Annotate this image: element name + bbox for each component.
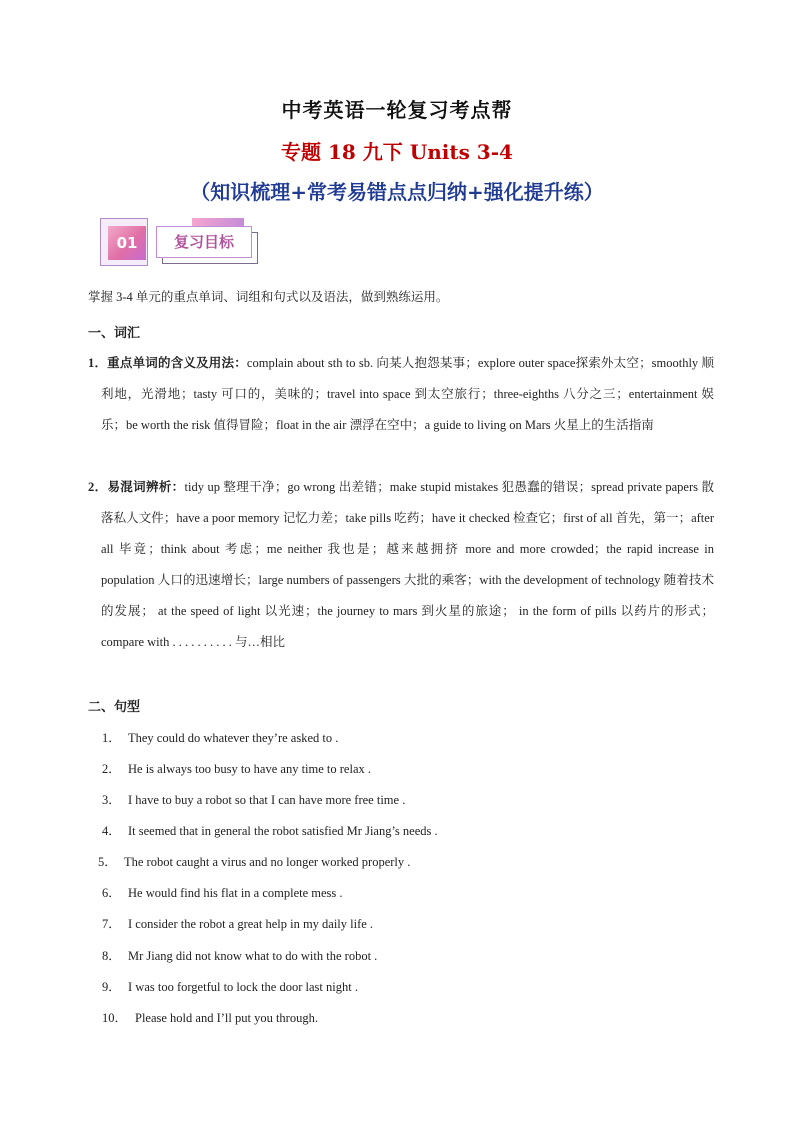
- sentence-text: I consider the robot a great help in my daily life .: [128, 917, 374, 931]
- sentence-item: [102, 728, 338, 746]
- vocab-item-number: 2．: [88, 480, 108, 494]
- document-title: 中考英语一轮复习考点帮: [281, 98, 513, 122]
- sentence-item: [102, 759, 371, 777]
- sentence-number: 2．: [102, 762, 121, 776]
- sentence-number: 3．: [102, 793, 121, 807]
- sentence-number: 9．: [102, 980, 121, 994]
- intro-paragraph: 掌握 3-4 单元的重点单词、词组和句式以及语法，做到熟练运用。: [88, 290, 449, 304]
- sentence-item: [102, 1008, 318, 1026]
- badge-accent: [192, 218, 244, 226]
- document-subtitle-paren: （知识梳理+常考易错点点归纳+强化提升练）: [190, 180, 604, 204]
- section-badge: [100, 214, 260, 266]
- vocab-heading: 一、词汇: [88, 326, 141, 341]
- vocab-item-number: 1．: [88, 356, 108, 370]
- sentence-text: It seemed that in general the robot satisfied Mr Jiang’s needs .: [128, 824, 438, 838]
- sentence-text: I was too forgetful to lock the door last night .: [128, 980, 358, 994]
- sentence-item: [102, 790, 405, 808]
- sentence-text: Please hold and I’ll put you through.: [135, 1011, 318, 1025]
- sentence-text: They could do whatever they’re asked to .: [128, 731, 339, 745]
- document-subtitle: 专题 18 九下 Units 3-4: [281, 140, 513, 164]
- sentence-item: [102, 914, 373, 932]
- sentence-number: 1．: [102, 731, 121, 745]
- sentence-number: 4．: [102, 824, 121, 838]
- vocab-item: [88, 348, 714, 441]
- vocab-item-text: complain about sth to sb. 向某人抱怨某事；explore outer space探索外太空；smoothly 顺利地，光滑地；tasty 可口的，美味的；travel into space 到太空旅行；three-eighths 八分之三；entertainment 娱乐；be worth the risk 值得冒险；float in the air 漂浮在空中；a guide to living on Mars 火星上的生活指南: [101, 356, 714, 432]
- sentence-item: [102, 821, 438, 839]
- sentence-text: He would find his flat in a complete mess .: [128, 886, 343, 900]
- vocab-item: [88, 472, 714, 658]
- sentence-item: [102, 883, 343, 901]
- sentence-text: He is always too busy to have any time to relax .: [128, 762, 371, 776]
- sentence-item: [98, 852, 410, 870]
- sentence-number: 6．: [102, 886, 121, 900]
- sentence-item: [102, 977, 358, 995]
- sentence-number: 8．: [102, 949, 121, 963]
- sentence-text: I have to buy a robot so that I can have more free time .: [128, 793, 406, 807]
- sentence-heading: 二、句型: [88, 700, 141, 715]
- badge-number: 01: [108, 226, 146, 260]
- badge-label: 复习目标: [156, 226, 252, 258]
- sentence-number: 10．: [102, 1011, 128, 1025]
- vocab-item-lead: 重点单词的含义及用法：: [107, 356, 247, 370]
- vocab-item-lead: 易混词辨析：: [107, 480, 185, 494]
- sentence-item: [102, 946, 377, 964]
- sentence-text: The robot caught a virus and no longer worked properly .: [124, 855, 411, 869]
- vocab-item-text: tidy up 整理干净；go wrong 出差错；make stupid mistakes 犯愚蠢的错误；spread private papers 散落私人文件；have a poor memory 记忆力差；take pills 吃药；have it checked 检查它；first of all 首先，第一；after all 毕竟；think about 考虑；me neither 我也是；越来越拥挤 more and more crowded；the rapid increase in population 人口的迅速增长；large numbers of passengers 大批的乘客；with the development of technology 随着技术的发展； at the speed of light 以光速；the journey to mars 到火星的旅途； in the form of pills 以药片的形式；compare with . . . . . . . . . . 与…相比: [101, 480, 714, 649]
- sentence-number: 7．: [102, 917, 121, 931]
- sentence-number: 5．: [98, 855, 117, 869]
- sentence-text: Mr Jiang did not know what to do with the robot .: [128, 949, 378, 963]
